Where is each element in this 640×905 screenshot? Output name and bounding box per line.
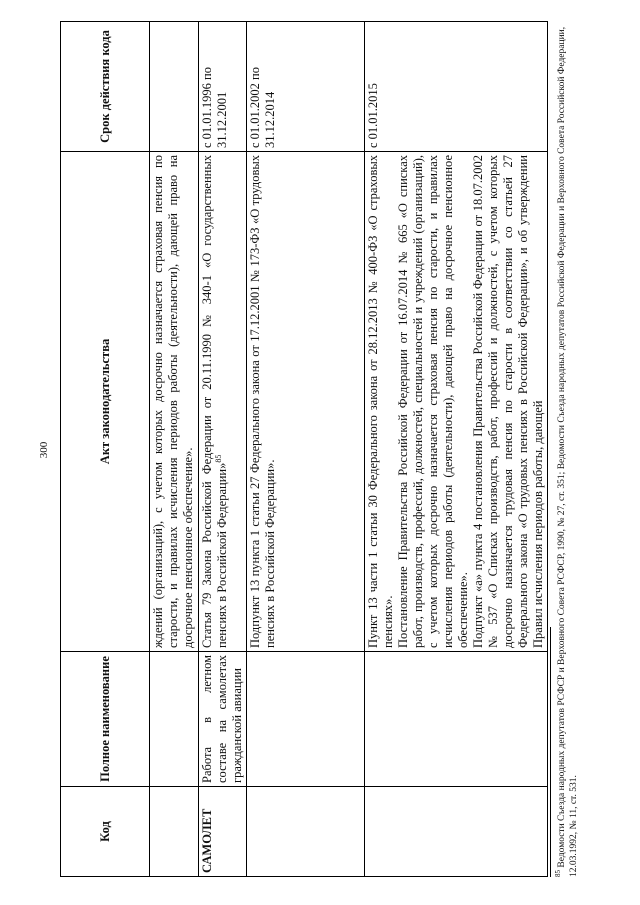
act-paragraph: Подпункт «а» пункта 4 постановления Правительства Российской Федерации от 18.07.2002 № 537 «О Списках производств, работ, профессий и должностей, с учетом которых досрочно назначается трудовая пенсия по старости в соответствии со статьей 27 Федерального закона «О трудовых пенсиях в Российской Федерации», и об утверждении Правил исчисления периодов работы, дающей	[471, 155, 545, 648]
row-code-cell	[247, 787, 365, 877]
table-row	[247, 22, 365, 877]
act-paragraph: Постановление Правительства Российской Федерации от 16.07.2014 № 665 «О списках работ, производств, профессий, должностей, специальностей и учреждений (организаций), с учетом которых досрочно назначается страховая пенсия по старости, и правилах исчисления периодов работы (деятельности), дающей право на досрочное пенсионное обеспечение».	[396, 155, 470, 648]
act-paragraph: ждений (организаций), с учетом которых досрочно назначается страховая пенсия по старости, и правилах исчисления периодов работы (деятельности), дающей право на досрочное пенсионное обеспечение».	[151, 155, 195, 648]
row-act-cell	[247, 152, 365, 652]
table-row	[150, 22, 199, 877]
row-name-cell: Работа в летном составе на самолетах гражданской авиации	[199, 652, 247, 787]
act-paragraph: Подпункт 13 пункта 1 статьи 27 Федерального закона от 17.12.2001 № 173-ФЗ «О трудовых пенсиях в Российской Федерации».	[248, 155, 277, 648]
footnote-text: Ведомости Съезда народных депутатов РСФСР и Верховного Совета РСФСР, 1990, № 27, ст. 351; Ведомости Съезда народных депутатов Российской Федерации и Верховного Совета Российской Федерации, 12.03.1992, № 11, ст. 531.	[557, 26, 579, 877]
row-code-cell	[150, 787, 199, 877]
table-row	[365, 22, 548, 877]
header-full-name: Полное наименование	[61, 652, 150, 787]
act-paragraph: Пункт 13 части 1 статьи 30 Федерального закона от 28.12.2013 № 400-ФЗ «О страховых пенсиях».	[366, 155, 395, 648]
header-legislation-act: Акт законодательства	[61, 152, 150, 652]
table-header-row	[61, 22, 150, 877]
row-code-cell: САМОЛЕТ	[199, 787, 247, 877]
act-text: Статья 79 Закона Российской Федерации от 20.11.1990 № 340-1 «О государственных пенсиях в Российской Федерации»	[200, 155, 229, 648]
footnote-divider	[550, 627, 551, 877]
row-act-cell	[150, 152, 199, 652]
row-code-cell	[365, 787, 548, 877]
legislation-table	[60, 21, 548, 877]
footnote-reference: 85	[213, 454, 223, 463]
row-term-cell: с 01.01.1996 по 31.12.2001	[199, 22, 247, 152]
row-act-cell	[199, 152, 247, 652]
act-paragraph	[200, 155, 230, 648]
table-row	[199, 22, 247, 877]
row-term-cell: с 01.01.2002 по 31.12.2014	[247, 22, 365, 152]
row-name-cell	[365, 652, 548, 787]
page-number: 300	[38, 441, 50, 459]
rotated-page-content	[60, 22, 600, 877]
row-act-cell	[365, 152, 548, 652]
row-term-cell	[150, 22, 199, 152]
row-name-cell	[247, 652, 365, 787]
header-code: Код	[61, 787, 150, 877]
header-code-validity: Срок действия кода	[61, 22, 150, 152]
row-name-cell	[150, 652, 199, 787]
footnote	[553, 22, 580, 877]
footnote-mark: 85	[553, 870, 562, 877]
row-term-cell: с 01.01.2015	[365, 22, 548, 152]
